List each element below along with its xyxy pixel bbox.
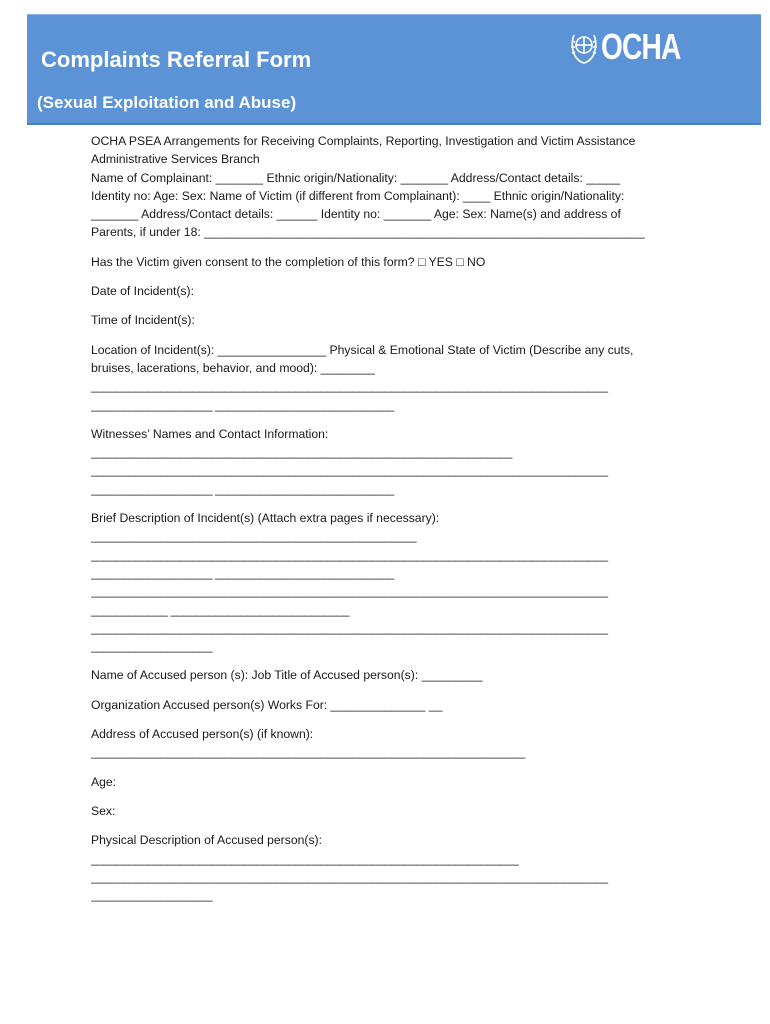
blank-line[interactable]: _________________________________________________________________________________ xyxy=(91,379,608,394)
blank-line[interactable]: ___________________________________________________________________ xyxy=(91,851,519,866)
form-subtitle: (Sexual Exploitation and Abuse) xyxy=(37,93,297,112)
blank-line[interactable]: _________________________________________________________________________________ xyxy=(91,869,608,884)
form-body xyxy=(91,132,681,904)
witnesses-label: Witnesses’ Names and Contact Information: xyxy=(91,426,329,441)
blank-line[interactable]: ___________________ ____________________________ xyxy=(91,565,394,580)
header-banner xyxy=(27,14,761,125)
blank-line[interactable]: ___________________ ____________________________ xyxy=(91,397,394,412)
blank-line[interactable]: __________________________________________________________________ xyxy=(91,445,512,460)
complainant-line: Name of Complainant: _______ Ethnic origin/Nationality: _______ Address/Contact details: _____ xyxy=(91,170,621,185)
blank-line[interactable]: _________________________________________________________________________________ xyxy=(91,584,608,599)
parents-line: Parents, if under 18: _________________________________________________________________ xyxy=(91,225,645,240)
consent-question[interactable]: Has the Victim given consent to the completion of this form? □ YES □ NO xyxy=(91,254,486,269)
ocha-logo xyxy=(569,23,703,71)
blank-line[interactable]: _________________________________________________________________________________ xyxy=(91,463,608,478)
blank-line[interactable]: ___________________ xyxy=(91,888,213,903)
blank-line[interactable]: ___________________________________________________ xyxy=(91,529,417,544)
time-of-incident-label: Time of Incident(s): xyxy=(91,313,195,328)
intro-line: Administrative Services Branch xyxy=(91,152,260,167)
location-line: bruises, lacerations, behavior, and mood): ________ xyxy=(91,360,375,375)
accused-sex-label: Sex: xyxy=(91,803,116,818)
form-title: Complaints Referral Form xyxy=(41,47,312,72)
blank-line[interactable]: _________________________________________________________________________________ xyxy=(91,620,608,635)
intro-line: OCHA PSEA Arrangements for Receiving Complaints, Reporting, Investigation and Victim Assistance xyxy=(91,134,636,148)
location-line: Location of Incident(s): ________________ Physical & Emotional State of Victim (Describe any cuts, xyxy=(91,342,634,357)
victim-contact-line: _______ Address/Contact details: ______ Identity no: _______ Age: Sex: Name(s) and address of xyxy=(91,207,621,222)
blank-line[interactable]: _________________________________________________________________________________ xyxy=(91,547,608,562)
accused-organization-line: Organization Accused person(s) Works For: ______________ __ xyxy=(91,697,443,712)
blank-line[interactable]: ____________ ____________________________ xyxy=(91,602,350,617)
un-emblem-icon xyxy=(569,27,599,67)
accused-physical-label: Physical Description of Accused person(s): xyxy=(91,833,322,848)
blank-line[interactable]: ____________________________________________________________________ xyxy=(91,745,525,760)
blank-line[interactable]: ___________________ ____________________________ xyxy=(91,481,394,496)
accused-name-line: Name of Accused person (s): Job Title of Accused person(s): _________ xyxy=(91,668,483,683)
logo-text: OCHA xyxy=(601,26,681,67)
blank-line[interactable]: ___________________ xyxy=(91,639,213,654)
accused-age-label: Age: xyxy=(91,774,117,789)
accused-address-label: Address of Accused person(s) (if known): xyxy=(91,727,314,742)
date-of-incident-label: Date of Incident(s): xyxy=(91,284,194,299)
description-label: Brief Description of Incident(s) (Attach extra pages if necessary): xyxy=(91,511,440,526)
victim-line: Identity no: Age: Sex: Name of Victim (if different from Complainant): ____ Ethnic origin/Nationality: xyxy=(91,188,625,203)
